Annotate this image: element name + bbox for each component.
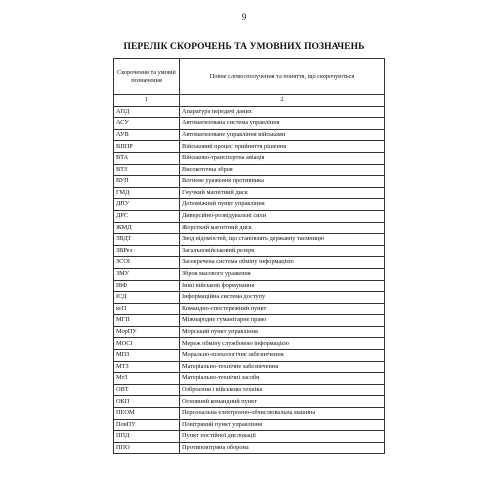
abbreviation-cell: АУВ xyxy=(114,129,180,141)
full-term-cell: Звод відомостей, що становлять державну таємницю xyxy=(180,234,385,246)
table-row xyxy=(114,315,385,327)
full-term-cell: Матеріально-технічні засоби xyxy=(180,373,385,385)
full-term-cell: Пункт постійної дислокації xyxy=(180,431,385,443)
table-row xyxy=(114,280,385,292)
abbreviation-cell: АПД xyxy=(114,106,180,118)
full-term-cell: Засекречена система обміну інформацією xyxy=(180,257,385,269)
table-row xyxy=(114,361,385,373)
abbreviation-cell: АСУ xyxy=(114,118,180,130)
full-term-cell: Морально-психологічне забезпечення xyxy=(180,350,385,362)
abbreviation-cell: ДРС xyxy=(114,210,180,222)
full-term-cell: Вогневе ураження противника xyxy=(180,176,385,188)
table-row xyxy=(114,187,385,199)
table-row xyxy=(114,245,385,257)
abbreviation-cell: ВППР xyxy=(114,141,180,153)
full-term-cell: Основний командний пункт xyxy=(180,396,385,408)
abbreviation-cell: ПЕОМ xyxy=(114,408,180,420)
abbreviation-cell: ЗВРез xyxy=(114,245,180,257)
table-row xyxy=(114,164,385,176)
page-number: 9 xyxy=(241,12,247,22)
header-abbreviation: Скорочення та умовні позначення xyxy=(114,59,180,95)
table-row xyxy=(114,106,385,118)
abbreviation-cell: МОСІ xyxy=(114,338,180,350)
header-full-term: Повне словосполучення та поняття, що скорочуються xyxy=(180,59,385,95)
full-term-cell: Міжнародне гуманітарне право xyxy=(180,315,385,327)
full-term-cell: Гнучкий магнітний диск xyxy=(180,187,385,199)
table-row xyxy=(114,396,385,408)
abbreviation-cell: ІВФ xyxy=(114,280,180,292)
full-term-cell: Морський пункт управління xyxy=(180,326,385,338)
abbreviation-cell: ЗСОІ xyxy=(114,257,180,269)
full-term-cell: Інформаційна система доступу xyxy=(180,292,385,304)
abbreviation-cell: ДПУ xyxy=(114,199,180,211)
table-row xyxy=(114,431,385,443)
page-title: ПЕРЕЛІК СКОРОЧЕНЬ ТА УМОВНИХ ПОЗНАЧЕНЬ xyxy=(123,42,365,52)
full-term-cell: Військово-транспортна авіація xyxy=(180,152,385,164)
table-column-number-row xyxy=(114,95,385,107)
abbreviations-table xyxy=(113,58,385,454)
abbreviation-cell: ВТЗ xyxy=(114,164,180,176)
table-row xyxy=(114,234,385,246)
abbreviation-cell: ПовПУ xyxy=(114,419,180,431)
abbreviation-cell: МГП xyxy=(114,315,180,327)
table-row xyxy=(114,419,385,431)
full-term-cell: Матеріально-технічне забезпечення xyxy=(180,361,385,373)
table-row xyxy=(114,442,385,454)
table-row xyxy=(114,257,385,269)
abbreviation-cell: ЗВДТ xyxy=(114,234,180,246)
full-term-cell: Озброєння і військова техніка xyxy=(180,384,385,396)
table-row xyxy=(114,373,385,385)
abbreviation-cell: ВТА xyxy=(114,152,180,164)
table-row xyxy=(114,303,385,315)
abbreviation-cell: кєП xyxy=(114,303,180,315)
table-row xyxy=(114,210,385,222)
abbreviation-cell: ППД xyxy=(114,431,180,443)
full-term-cell: Інші військові формування xyxy=(180,280,385,292)
full-term-cell: Військовий процес прийняття рішення xyxy=(180,141,385,153)
abbreviation-cell: ВУП xyxy=(114,176,180,188)
table-row xyxy=(114,176,385,188)
table-row xyxy=(114,141,385,153)
abbreviation-cell: ОКП xyxy=(114,396,180,408)
column-number-1: 1 xyxy=(114,95,180,107)
full-term-cell: Командно-спостережний пункт xyxy=(180,303,385,315)
table-header-row xyxy=(114,59,385,95)
abbreviation-cell: ІСД xyxy=(114,292,180,304)
table-row xyxy=(114,292,385,304)
table-row xyxy=(114,268,385,280)
full-term-cell: Зброя масового ураження xyxy=(180,268,385,280)
abbreviation-cell: ЗМУ xyxy=(114,268,180,280)
table-row xyxy=(114,350,385,362)
table-row xyxy=(114,384,385,396)
abbreviation-cell: ЖМД xyxy=(114,222,180,234)
table-row xyxy=(114,408,385,420)
abbreviation-cell: ГМД xyxy=(114,187,180,199)
full-term-cell: Жорсткий магнітний диск xyxy=(180,222,385,234)
abbreviation-cell: МТЗ xyxy=(114,361,180,373)
table-row xyxy=(114,129,385,141)
full-term-cell: Повітряний пункт управління xyxy=(180,419,385,431)
table-body xyxy=(114,106,385,454)
full-term-cell: Автоматизована система управління xyxy=(180,118,385,130)
full-term-cell: Протиповітряна оборона xyxy=(180,442,385,454)
abbreviation-cell: ППО xyxy=(114,442,180,454)
table-row xyxy=(114,326,385,338)
table-row xyxy=(114,338,385,350)
table-row xyxy=(114,199,385,211)
table-row xyxy=(114,118,385,130)
full-term-cell: Апаратура передачі даних xyxy=(180,106,385,118)
abbreviation-cell: МПЗ xyxy=(114,350,180,362)
full-term-cell: Загальновійськовий резерв xyxy=(180,245,385,257)
abbreviation-cell: ОВТ xyxy=(114,384,180,396)
full-term-cell: Допоміжний пункт управління xyxy=(180,199,385,211)
full-term-cell: Високоточна зброя xyxy=(180,164,385,176)
full-term-cell: Автоматизоване управління військами xyxy=(180,129,385,141)
full-term-cell: Диверсійно-розвідувальні сили xyxy=(180,210,385,222)
table-row xyxy=(114,152,385,164)
full-term-cell: Персональна електронно-обчислювальна машина xyxy=(180,408,385,420)
abbreviation-cell: МорПУ xyxy=(114,326,180,338)
abbreviation-cell: МтЗ xyxy=(114,373,180,385)
full-term-cell: Мереж обміну службовою інформацією xyxy=(180,338,385,350)
table-row xyxy=(114,222,385,234)
column-number-2: 2 xyxy=(180,95,385,107)
